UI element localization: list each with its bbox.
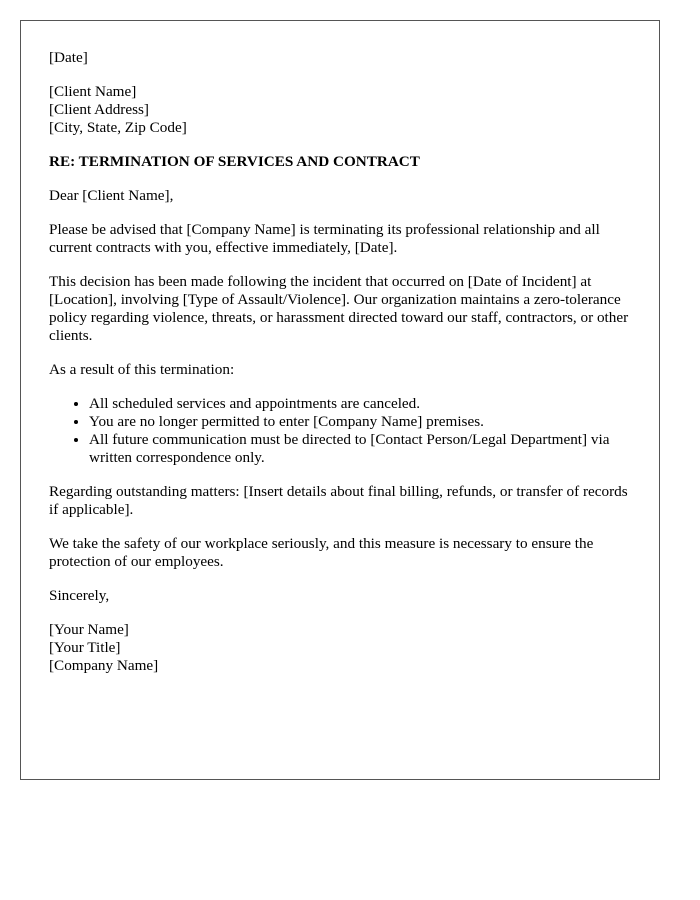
signature-company: [Company Name]	[49, 657, 159, 674]
paragraph-safety: We take the safety of our workplace seriously, and this measure is necessary to ensure the protection of our employees.	[49, 535, 594, 570]
paragraph-outstanding-matters: Regarding outstanding matters: [Insert details about final billing, refunds, or transfer of records if applicable].	[49, 483, 628, 518]
subject-line: RE: TERMINATION OF SERVICES AND CONTRACT	[49, 153, 420, 170]
list-item: • You are no longer permitted to enter [Company Name] premises.	[89, 413, 631, 431]
paragraph-reason: This decision has been made following the incident that occurred on [Date of Incident] at [Location], involving [Type of Assault/Violence]. Our organization maintains a zero-tolerance policy regarding violence, threats, or harassment directed toward our staff, contractors, or other clients.	[49, 273, 629, 344]
list-item: • All scheduled services and appointments are canceled.	[89, 395, 631, 413]
sign-off: Sincerely,	[49, 587, 110, 604]
signature-name: [Your Name]	[49, 621, 129, 638]
paragraph-result-intro: As a result of this termination:	[49, 361, 235, 378]
list-item: • All future communication must be directed to [Contact Person/Legal Department] via written correspondence only.	[89, 431, 631, 467]
recipient-name: [Client Name]	[49, 83, 137, 100]
recipient-city: [City, State, Zip Code]	[49, 119, 187, 136]
paragraph-notice: Please be advised that [Company Name] is terminating its professional relationship and all current contracts with you, effective immediately, [Date].	[49, 221, 600, 256]
recipient-block	[49, 83, 631, 137]
letter-date: [Date]	[49, 49, 88, 66]
salutation: Dear [Client Name],	[49, 187, 174, 204]
termination-consequences-list	[49, 395, 631, 467]
letter-page	[20, 20, 660, 780]
recipient-address: [Client Address]	[49, 101, 149, 118]
signature-block	[49, 621, 631, 675]
signature-title: [Your Title]	[49, 639, 121, 656]
